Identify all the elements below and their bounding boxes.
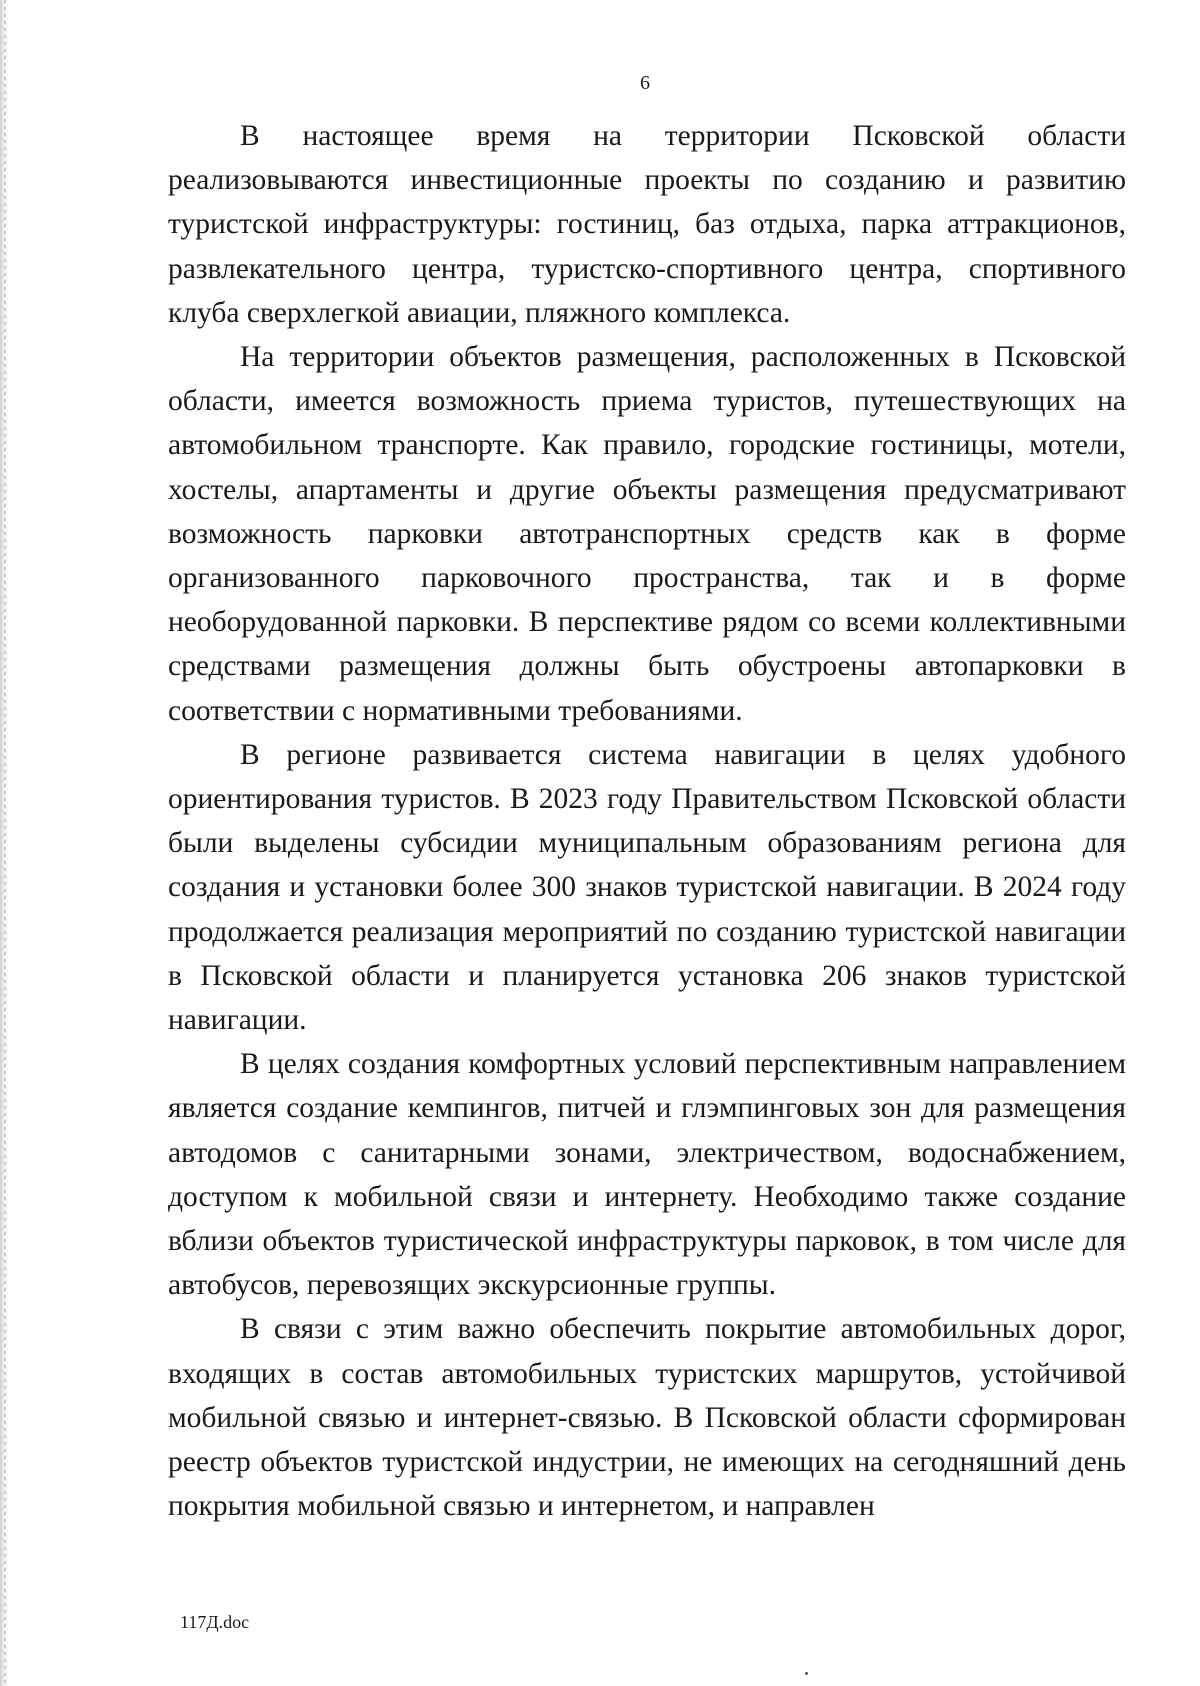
page-number: 6 bbox=[640, 72, 650, 94]
paragraph-navigation-system: В регионе развивается система навигации в целях удобного ориентирования туристов. В 2023 году Правительством Псковской области были выделены субсидии муниципальным образованиям региона для создания и установки более 300 знаков туристской навигации. В 2024 году продолжается реализация мероприятий по созданию туристской навигации в Псковской области и планируется установка 206 знаков туристской навигации. bbox=[168, 738, 1126, 1037]
scan-dot bbox=[805, 1672, 808, 1675]
paragraph-accommodation-parking: На территории объектов размещения, расположенных в Псковской области, имеется возможность приема туристов, путешествующих на автомобильном транспорте. Как правило, городские гостиницы, мотели, хостелы, апартаменты и другие объекты размещения предусматривают возможность парковки автотранспортных средств как в форме организованного парковочного пространства, так и в форме необорудованной парковки. В перспективе рядом со всеми коллективными средствами размещения должны быть обустроены автопарковки в соответствии с нормативными требованиями. bbox=[168, 341, 1126, 727]
paragraph-mobile-coverage: В связи с этим важно обеспечить покрытие автомобильных дорог, входящих в состав автомобильных туристских маршрутов, устойчивой мобильной связью и интернет-связью. В Псковской области сформирован реестр объектов туристской индустрии, не имеющих на сегодняшний день покрытия мобильной связью и интернетом, и направлен bbox=[168, 1313, 1126, 1523]
paragraph-investment-projects: В настоящее время на территории Псковской области реализовываются инвестиционные проекты по созданию и развитию туристской инфраструктуры: гостиниц, баз отдыха, парка аттракционов, развлекательного центра, туристско-спортивного центра, спортивного клуба сверхлегкой авиации, пляжного комплекса. bbox=[168, 120, 1126, 329]
paragraph-campings: В целях создания комфортных условий перспективным направлением является создание кемпингов, питчей и глэмпинговых зон для размещения автодомов с санитарными зонами, электричеством, водоснабжением, доступом к мобильной связи и интернету. Необходимо также создание вблизи объектов туристической инфраструктуры парковок, в том числе для автобусов, перевозящих экскурсионные группы. bbox=[168, 1048, 1126, 1302]
footer-file-name: 117Д.doc bbox=[180, 1612, 250, 1632]
scan-edge-artifact bbox=[4, 0, 6, 1686]
document-body bbox=[168, 114, 1126, 1529]
